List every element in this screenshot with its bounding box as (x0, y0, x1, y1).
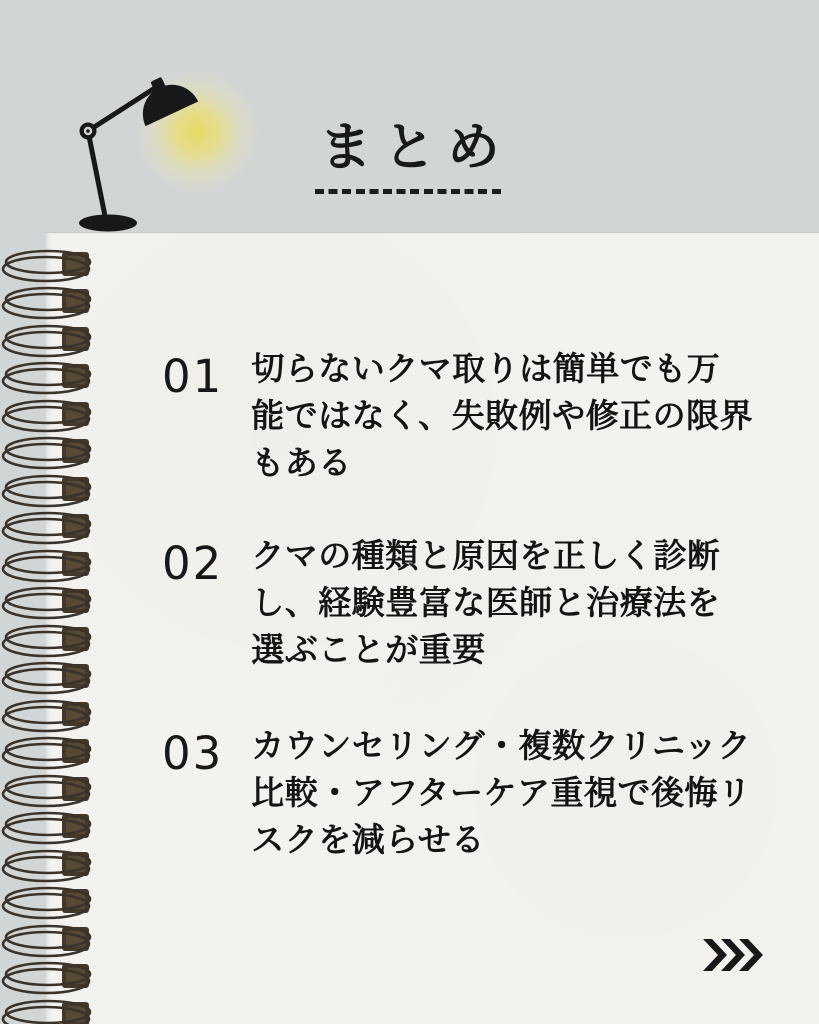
spiral-binding (3, 251, 90, 1024)
item-text: クマの種類と原因を正しく診断し、経験豊富な医師と治療法を選ぶことが重要 (251, 537, 721, 668)
item-number: 01 (162, 350, 224, 403)
triple-chevron-right-icon[interactable] (703, 939, 763, 971)
item-text: カウンセリング・複数クリニック比較・アフターケア重視で後悔リスクを減らせる (251, 727, 752, 858)
summary-list (162, 345, 762, 909)
item-number: 02 (162, 537, 224, 590)
page-title: まとめ (319, 119, 512, 177)
desk-lamp-icon (79, 67, 259, 231)
summary-item-2 (162, 532, 762, 673)
item-text: 切らないクマ取りは簡単でも万能ではなく、失敗例や修正の限界もある (251, 350, 754, 481)
summary-item-3 (162, 722, 762, 863)
summary-item-1 (162, 345, 762, 486)
item-number: 03 (162, 727, 224, 780)
